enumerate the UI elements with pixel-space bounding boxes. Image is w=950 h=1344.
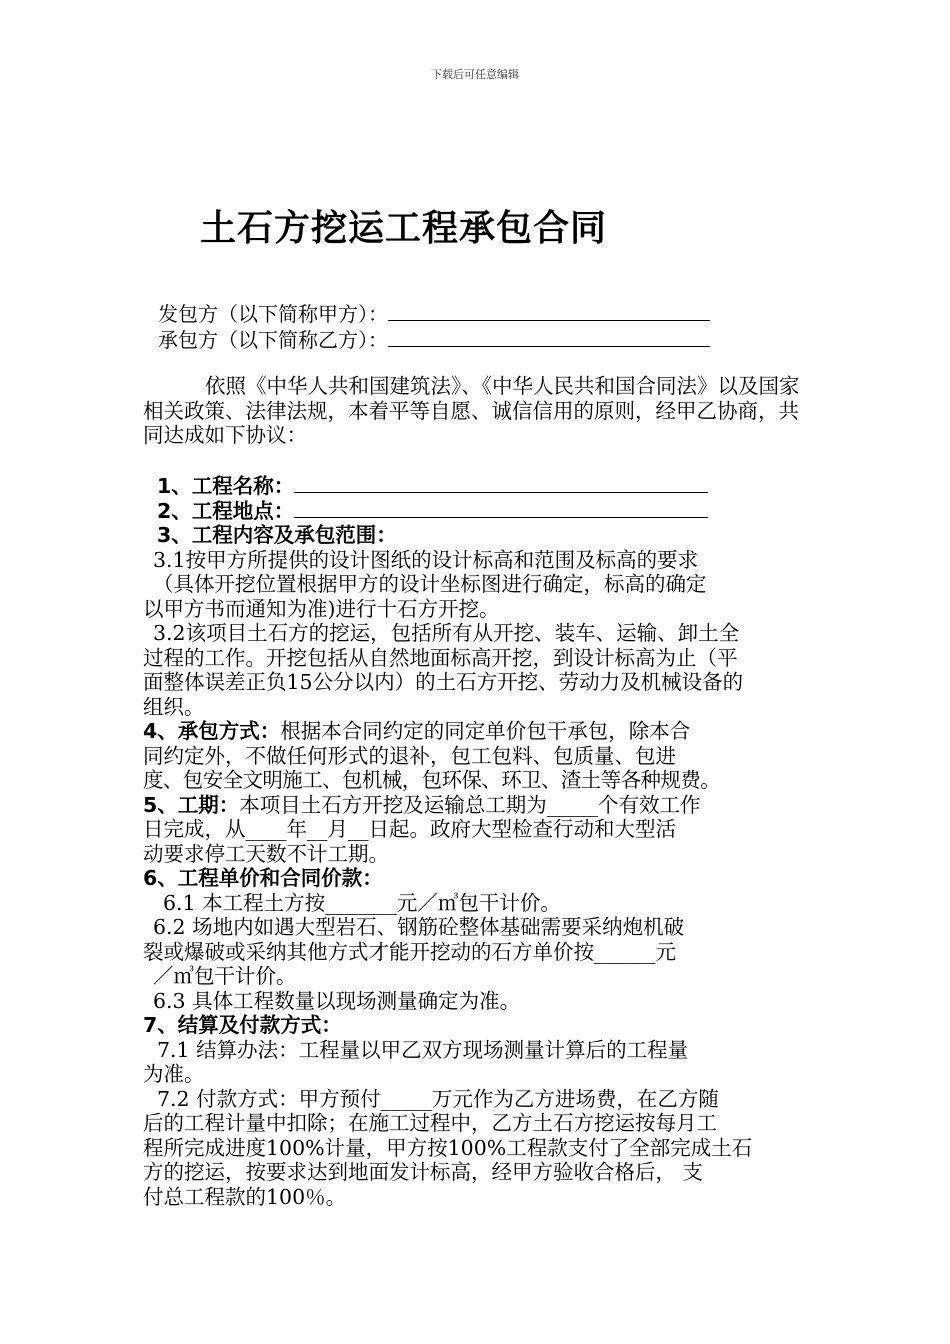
project-name-blank-line xyxy=(294,474,708,493)
header-note: 下载后可任意编辑 xyxy=(431,68,519,81)
section-4-line-3: 度、包安全文明施工、包机械，包环保、环卫、渣土等各种规费。 xyxy=(143,768,721,792)
section-7-2-line-2: 后的工程计量中扣除；在施工过程中，乙方土石方挖运按每月工 xyxy=(143,1111,717,1135)
section-4-label: 4、承包方式： xyxy=(143,719,281,743)
section-3-1-line-3: 以甲方书而通知为准)进行十石方开挖。 xyxy=(143,596,500,621)
contract-title: 土石方挖运工程承包合同 xyxy=(200,208,608,249)
section-6-2-line-2: 裂或爆破或采纳其他方式才能开挖动的石方单价按______元 xyxy=(143,939,676,964)
section-4-line-2: 同约定外，不做任何形式的退补，包工包料、包质量、包进 xyxy=(143,743,676,768)
party-a-row xyxy=(158,298,710,327)
section-5-line-3: 动要求停工天数不计工期。 xyxy=(143,841,389,866)
section-7-2-line-3: 程所完成进度100%计量，甲方按100%工程款支付了全部完成土石 xyxy=(143,1135,753,1160)
section-6-2-line-1: 6.2 场地内如遇大型岩石、钢筋砼整体基础需要采纳炮机破 xyxy=(153,915,685,939)
section-7-2-line-1: 7.2 付款方式：甲方预付_____万元作为乙方进场费，在乙方随 xyxy=(157,1086,719,1111)
section-1-label: 1、工程名称： xyxy=(157,474,295,498)
section-7-label: 7、结算及付款方式： xyxy=(143,1013,342,1037)
section-2-row xyxy=(143,499,813,524)
intro-text: 依照《中华人共和国建筑法》、《中华人民共和国合同法》以及国家相关政策、法律法规，本着平等自愿、诚信信用的原则，经甲乙协商，共同达成如下协议： xyxy=(143,374,800,447)
section-6-2-line-3: ／㎥包干计价。 xyxy=(153,964,297,988)
section-2-label: 2、工程地点： xyxy=(157,498,295,523)
section-4-line-1: 根据本合同约定的同定单价包干承包，除本合 xyxy=(280,719,691,743)
section-7-2-line-5: 付总工程款的100％。 xyxy=(143,1184,347,1209)
section-1-row xyxy=(143,474,813,499)
intro-paragraph xyxy=(143,374,813,448)
section-3-2-line-2: 过程的工作。开挖包括从自然地面标高开挖，到设计标高为止（平 xyxy=(143,645,738,670)
contract-sections xyxy=(143,474,813,1209)
party-a-blank-line xyxy=(388,302,710,321)
section-6-label: 6、工程单价和合同价款： xyxy=(143,866,383,890)
section-3-2-line-1: 3.2该项目土石方的挖运，包括所有从开挖、装车、运输、卸土全 xyxy=(153,621,740,645)
section-3-1-line-1: 3.1按甲方所提供的设计图纸的设计标高和范围及标高的要求 xyxy=(153,547,699,572)
section-5-row xyxy=(143,793,813,818)
party-b-blank-line xyxy=(388,328,710,347)
section-7-1-line-2: 为准。 xyxy=(143,1062,205,1086)
section-5-label: 5、工期： xyxy=(143,792,240,817)
section-3-2-line-3: 面整体误差正负15公分以内）的土石方开挖、劳动力及机械设备的 xyxy=(143,670,744,694)
section-6-1: 6.1 本工程土方按_______元／㎥包干计价。 xyxy=(163,890,561,915)
party-b-label: 承包方（以下简称乙方）： xyxy=(158,328,388,352)
section-3-1-line-2: （具体开挖位置根据甲方的设计坐标图进行确定，标高的确定 xyxy=(153,572,707,596)
section-3-label: 3、工程内容及承包范围： xyxy=(157,523,397,547)
section-7-2-line-4: 方的挖运，按要求达到地面发计标高，经甲方验收合格后， 支 xyxy=(143,1160,704,1184)
section-4-row xyxy=(143,719,813,744)
section-3-2-line-4: 组织。 xyxy=(143,694,205,719)
section-7-1-line-1: 7.1 结算办法：工程量以甲乙双方现场测量计算后的工程量 xyxy=(157,1037,689,1062)
party-a-label: 发包方（以下简称甲方）： xyxy=(158,302,388,326)
project-location-blank-line xyxy=(294,499,708,518)
section-5-line-1: 本项目土石方开挖及运输总工期为_____个有效工作 xyxy=(239,792,701,817)
section-6-3: 6.3 具体工程数量以现场测量确定为准。 xyxy=(153,988,521,1013)
party-b-row xyxy=(158,324,710,353)
section-5-line-2: 日完成，从____年__月__日起。政府大型检查行动和大型活 xyxy=(143,817,676,841)
